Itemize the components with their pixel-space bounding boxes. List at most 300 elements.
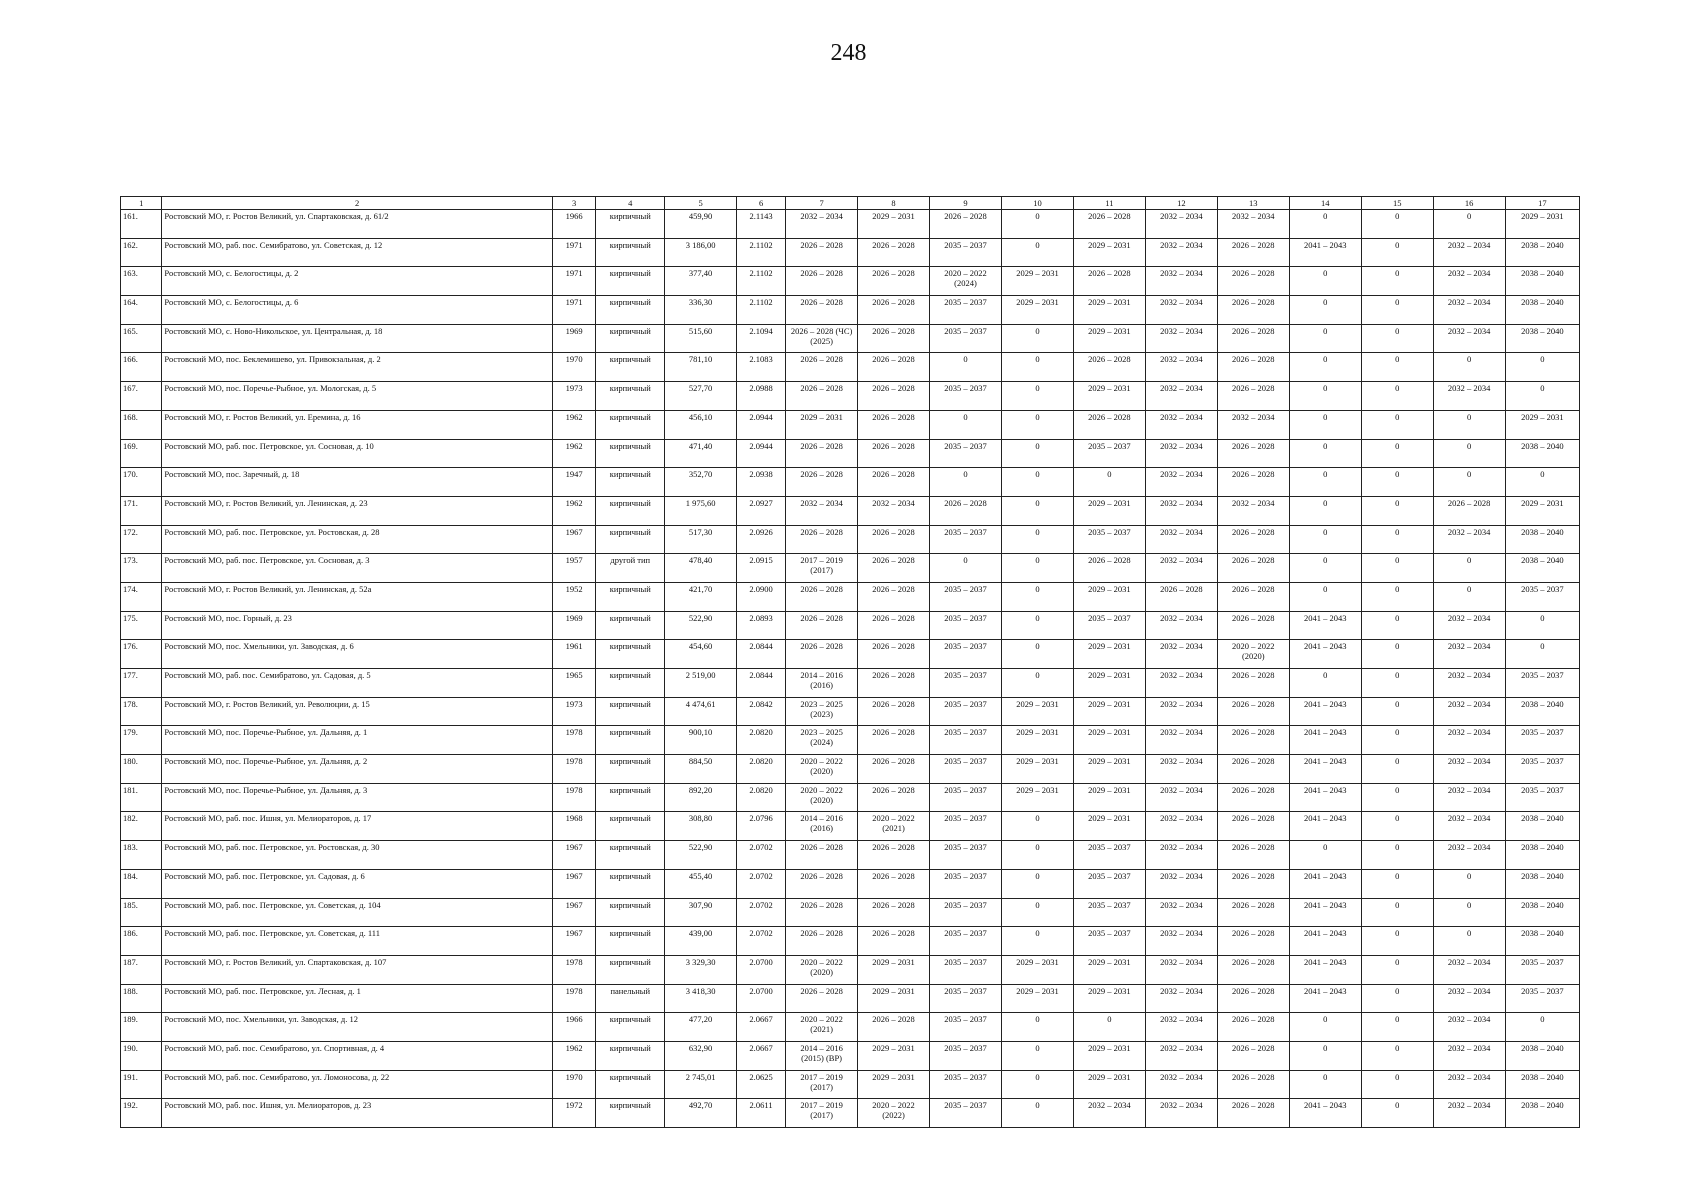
row-number-cell: 187. — [121, 955, 162, 984]
repair-period-cell: 2029 – 2031 — [858, 955, 930, 984]
address-cell: Ростовский МО, г. Ростов Великий, ул. Революции, д. 15 — [162, 697, 552, 726]
table-row — [121, 611, 1580, 640]
repair-period-cell: 2029 – 2031 — [1001, 984, 1073, 1013]
repair-period-cell: 2026 – 2028 — [930, 496, 1002, 525]
repair-period-cell: 0 — [1361, 267, 1433, 296]
repair-period-cell: 2029 – 2031 — [1073, 812, 1145, 841]
area-cell: 421,70 — [665, 582, 737, 611]
repair-period-cell: 0 — [1289, 496, 1361, 525]
priority-code-cell: 2.1102 — [737, 267, 786, 296]
repair-period-cell: 2026 – 2028 — [858, 382, 930, 411]
row-number-cell: 165. — [121, 324, 162, 353]
repair-period-cell: 0 — [1505, 382, 1579, 411]
repair-period-cell: 2026 – 2028 — [1217, 353, 1289, 382]
repair-period-cell: 2035 – 2037 — [1505, 669, 1579, 698]
priority-code-cell: 2.0820 — [737, 783, 786, 812]
area-cell: 456,10 — [665, 410, 737, 439]
repair-period-cell: 2032 – 2034 — [1217, 210, 1289, 239]
repair-period-cell: 2035 – 2037 — [930, 640, 1002, 669]
repair-period-cell: 2032 – 2034 — [1145, 1099, 1217, 1128]
repair-period-cell: 2038 – 2040 — [1505, 812, 1579, 841]
repair-period-cell: 0 — [1361, 927, 1433, 956]
repair-period-cell: 2026 – 2028 — [1217, 927, 1289, 956]
address-cell: Ростовский МО, пос. Хмельники, ул. Заводская, д. 6 — [162, 640, 552, 669]
repair-period-cell: 2029 – 2031 — [1073, 582, 1145, 611]
column-number-header: 2 — [162, 197, 552, 210]
repair-period-cell: 2026 – 2028 — [1433, 496, 1505, 525]
page-number: 248 — [830, 40, 867, 66]
area-cell: 3 186,00 — [665, 238, 737, 267]
repair-period-cell: 2026 – 2028 — [858, 324, 930, 353]
table-row — [121, 927, 1580, 956]
repair-period-cell: 0 — [1289, 468, 1361, 497]
repair-period-cell: 2026 – 2028 — [858, 841, 930, 870]
table-row — [121, 1013, 1580, 1042]
wall-material-cell: кирпичный — [596, 1041, 665, 1070]
repair-period-cell: 2032 – 2034 — [1145, 238, 1217, 267]
repair-period-cell: 2029 – 2031 — [1001, 296, 1073, 325]
priority-code-cell: 2.0702 — [737, 869, 786, 898]
address-cell: Ростовский МО, раб. пос. Ишня, ул. Мелиораторов, д. 23 — [162, 1099, 552, 1128]
repair-period-cell: 0 — [1001, 324, 1073, 353]
priority-code-cell: 2.0820 — [737, 755, 786, 784]
repair-period-cell: 0 — [1361, 726, 1433, 755]
repair-period-cell: 2020 – 2022 (2024) — [930, 267, 1002, 296]
repair-period-cell: 0 — [1001, 382, 1073, 411]
wall-material-cell: кирпичный — [596, 353, 665, 382]
year-built-cell: 1962 — [552, 1041, 596, 1070]
repair-period-cell: 0 — [1001, 554, 1073, 583]
repair-period-cell: 0 — [1361, 238, 1433, 267]
address-cell: Ростовский МО, раб. пос. Ишня, ул. Мелиораторов, д. 17 — [162, 812, 552, 841]
address-cell: Ростовский МО, раб. пос. Петровское, ул. Сосновая, д. 10 — [162, 439, 552, 468]
repair-period-cell: 2038 – 2040 — [1505, 1041, 1579, 1070]
repair-period-cell: 2026 – 2028 — [786, 582, 858, 611]
column-number-header: 15 — [1361, 197, 1433, 210]
wall-material-cell: кирпичный — [596, 869, 665, 898]
repair-period-cell: 2026 – 2028 — [858, 439, 930, 468]
repair-period-cell: 2032 – 2034 — [1433, 726, 1505, 755]
repair-period-cell: 2032 – 2034 — [1145, 468, 1217, 497]
row-number-cell: 170. — [121, 468, 162, 497]
repair-period-cell: 2038 – 2040 — [1505, 238, 1579, 267]
repair-period-cell: 2032 – 2034 — [1433, 783, 1505, 812]
repair-period-cell: 0 — [1361, 984, 1433, 1013]
repair-period-cell: 2026 – 2028 — [858, 525, 930, 554]
repair-period-cell: 2026 – 2028 — [786, 525, 858, 554]
priority-code-cell: 2.0702 — [737, 841, 786, 870]
priority-code-cell: 2.0988 — [737, 382, 786, 411]
repair-period-cell: 0 — [1433, 410, 1505, 439]
table-row — [121, 898, 1580, 927]
repair-period-cell: 2026 – 2028 — [1073, 267, 1145, 296]
year-built-cell: 1962 — [552, 496, 596, 525]
wall-material-cell: кирпичный — [596, 582, 665, 611]
address-cell: Ростовский МО, с. Ново-Никольское, ул. Центральная, д. 18 — [162, 324, 552, 353]
repair-period-cell: 0 — [1361, 410, 1433, 439]
repair-period-cell: 2041 – 2043 — [1289, 640, 1361, 669]
repair-period-cell: 2029 – 2031 — [1001, 267, 1073, 296]
table-row — [121, 554, 1580, 583]
repair-period-cell: 2035 – 2037 — [930, 382, 1002, 411]
address-cell: Ростовский МО, раб. пос. Петровское, ул. Сосновая, д. 3 — [162, 554, 552, 583]
repair-period-cell: 2032 – 2034 — [1433, 1070, 1505, 1099]
area-cell: 439,00 — [665, 927, 737, 956]
repair-period-cell: 2038 – 2040 — [1505, 525, 1579, 554]
repair-period-cell: 2029 – 2031 — [1073, 783, 1145, 812]
row-number-cell: 164. — [121, 296, 162, 325]
priority-code-cell: 2.1083 — [737, 353, 786, 382]
repair-period-cell: 0 — [1433, 582, 1505, 611]
repair-period-cell: 0 — [1289, 525, 1361, 554]
area-cell: 492,70 — [665, 1099, 737, 1128]
table-row — [121, 1070, 1580, 1099]
repair-period-cell: 0 — [1361, 1013, 1433, 1042]
repair-period-cell: 2032 – 2034 — [1433, 841, 1505, 870]
priority-code-cell: 2.0926 — [737, 525, 786, 554]
repair-period-cell: 0 — [1433, 927, 1505, 956]
address-cell: Ростовский МО, пос. Заречный, д. 18 — [162, 468, 552, 497]
repair-period-cell: 0 — [1073, 468, 1145, 497]
priority-code-cell: 2.0927 — [737, 496, 786, 525]
repair-period-cell: 2026 – 2028 — [1217, 1099, 1289, 1128]
repair-period-cell: 2026 – 2028 — [858, 898, 930, 927]
repair-period-cell: 0 — [1361, 353, 1433, 382]
repair-period-cell: 2026 – 2028 — [1217, 267, 1289, 296]
repair-period-cell: 2026 – 2028 — [1217, 755, 1289, 784]
repair-period-cell: 2026 – 2028 — [858, 238, 930, 267]
repair-period-cell: 0 — [1361, 640, 1433, 669]
repair-period-cell: 0 — [1001, 210, 1073, 239]
repair-period-cell: 0 — [1001, 812, 1073, 841]
repair-period-cell: 2014 – 2016 (2015) (ВР) — [786, 1041, 858, 1070]
repair-period-cell: 2035 – 2037 — [1505, 582, 1579, 611]
wall-material-cell: кирпичный — [596, 927, 665, 956]
repair-period-cell: 2035 – 2037 — [930, 984, 1002, 1013]
repair-period-cell: 2035 – 2037 — [930, 1099, 1002, 1128]
repair-period-cell: 0 — [1289, 1070, 1361, 1099]
repair-period-cell: 2032 – 2034 — [1145, 439, 1217, 468]
repair-period-cell: 2035 – 2037 — [1073, 841, 1145, 870]
wall-material-cell: кирпичный — [596, 697, 665, 726]
table-row — [121, 525, 1580, 554]
repair-period-cell: 0 — [1289, 1013, 1361, 1042]
repair-period-cell: 0 — [1361, 210, 1433, 239]
row-number-cell: 168. — [121, 410, 162, 439]
year-built-cell: 1970 — [552, 1070, 596, 1099]
repair-period-cell: 0 — [1361, 669, 1433, 698]
column-number-header: 5 — [665, 197, 737, 210]
area-cell: 900,10 — [665, 726, 737, 755]
repair-period-cell: 2032 – 2034 — [1145, 640, 1217, 669]
repair-period-cell: 2035 – 2037 — [930, 955, 1002, 984]
repair-period-cell: 2041 – 2043 — [1289, 869, 1361, 898]
repair-period-cell: 0 — [1361, 439, 1433, 468]
repair-period-cell: 0 — [1433, 869, 1505, 898]
priority-code-cell: 2.0820 — [737, 726, 786, 755]
table-row — [121, 869, 1580, 898]
repair-period-cell: 2032 – 2034 — [1145, 324, 1217, 353]
repair-period-cell: 2038 – 2040 — [1505, 697, 1579, 726]
repair-period-cell: 2023 – 2025 (2023) — [786, 697, 858, 726]
address-cell: Ростовский МО, пос. Поречье-Рыбное, ул. Дальняя, д. 2 — [162, 755, 552, 784]
repair-period-cell: 0 — [1289, 324, 1361, 353]
repair-period-cell: 2035 – 2037 — [930, 898, 1002, 927]
row-number-cell: 179. — [121, 726, 162, 755]
year-built-cell: 1973 — [552, 382, 596, 411]
repair-period-cell: 2032 – 2034 — [1145, 611, 1217, 640]
priority-code-cell: 2.0842 — [737, 697, 786, 726]
repair-period-cell: 2032 – 2034 — [1145, 410, 1217, 439]
wall-material-cell: панельный — [596, 984, 665, 1013]
repair-period-cell: 2029 – 2031 — [858, 210, 930, 239]
repair-period-cell: 2029 – 2031 — [1001, 726, 1073, 755]
repair-period-cell: 2029 – 2031 — [1073, 324, 1145, 353]
repair-period-cell: 2035 – 2037 — [930, 439, 1002, 468]
priority-code-cell: 2.0667 — [737, 1041, 786, 1070]
column-number-header: 9 — [930, 197, 1002, 210]
year-built-cell: 1966 — [552, 210, 596, 239]
repair-period-cell: 2035 – 2037 — [930, 296, 1002, 325]
priority-code-cell: 2.0844 — [737, 669, 786, 698]
row-number-cell: 177. — [121, 669, 162, 698]
repair-period-cell: 2026 – 2028 — [858, 582, 930, 611]
repair-period-cell: 2032 – 2034 — [1433, 525, 1505, 554]
year-built-cell: 1962 — [552, 410, 596, 439]
table-row — [121, 238, 1580, 267]
column-number-header: 13 — [1217, 197, 1289, 210]
repair-period-cell: 0 — [1433, 468, 1505, 497]
priority-code-cell: 2.1102 — [737, 296, 786, 325]
repair-period-cell: 2032 – 2034 — [1433, 1041, 1505, 1070]
repair-period-cell: 2032 – 2034 — [1433, 267, 1505, 296]
repair-period-cell: 2035 – 2037 — [930, 611, 1002, 640]
table-row — [121, 210, 1580, 239]
repair-period-cell: 2026 – 2028 — [858, 554, 930, 583]
repair-period-cell: 2029 – 2031 — [858, 984, 930, 1013]
repair-period-cell: 0 — [1361, 582, 1433, 611]
repair-period-cell: 2026 – 2028 — [1217, 296, 1289, 325]
table-row — [121, 984, 1580, 1013]
repair-period-cell: 2035 – 2037 — [930, 841, 1002, 870]
address-cell: Ростовский МО, раб. пос. Петровское, ул. Лесная, д. 1 — [162, 984, 552, 1013]
repair-period-cell: 2041 – 2043 — [1289, 697, 1361, 726]
repair-period-cell: 2041 – 2043 — [1289, 898, 1361, 927]
repair-period-cell: 2038 – 2040 — [1505, 439, 1579, 468]
repair-period-cell: 0 — [1361, 869, 1433, 898]
wall-material-cell: кирпичный — [596, 210, 665, 239]
repair-period-cell: 2029 – 2031 — [858, 1041, 930, 1070]
repair-period-cell: 2035 – 2037 — [930, 812, 1002, 841]
wall-material-cell: кирпичный — [596, 267, 665, 296]
priority-code-cell: 2.0944 — [737, 410, 786, 439]
wall-material-cell: кирпичный — [596, 611, 665, 640]
repair-period-cell: 2026 – 2028 — [786, 296, 858, 325]
area-cell: 884,50 — [665, 755, 737, 784]
table-row — [121, 955, 1580, 984]
repair-period-cell: 2026 – 2028 — [858, 296, 930, 325]
repair-period-cell: 2026 – 2028 — [858, 783, 930, 812]
repair-period-cell: 2035 – 2037 — [1073, 439, 1145, 468]
repair-period-cell: 0 — [1433, 554, 1505, 583]
area-cell: 471,40 — [665, 439, 737, 468]
table-row — [121, 1041, 1580, 1070]
repair-period-cell: 2032 – 2034 — [1145, 1041, 1217, 1070]
year-built-cell: 1978 — [552, 726, 596, 755]
repair-period-cell: 2032 – 2034 — [1433, 755, 1505, 784]
repair-period-cell: 2035 – 2037 — [930, 1013, 1002, 1042]
address-cell: Ростовский МО, раб. пос. Семибратово, ул. Советская, д. 12 — [162, 238, 552, 267]
year-built-cell: 1967 — [552, 869, 596, 898]
repair-period-cell: 2026 – 2028 — [786, 640, 858, 669]
repair-period-cell: 2029 – 2031 — [1001, 755, 1073, 784]
repair-period-cell: 0 — [1289, 669, 1361, 698]
repair-period-cell: 2032 – 2034 — [1145, 296, 1217, 325]
repair-period-cell: 2026 – 2028 — [930, 210, 1002, 239]
repair-period-cell: 0 — [1289, 267, 1361, 296]
repair-period-cell: 2029 – 2031 — [1505, 496, 1579, 525]
wall-material-cell: кирпичный — [596, 1070, 665, 1099]
capital-repair-schedule-table — [120, 196, 1580, 1128]
address-cell: Ростовский МО, раб. пос. Петровское, ул. Ростовская, д. 28 — [162, 525, 552, 554]
repair-period-cell: 0 — [1361, 1070, 1433, 1099]
repair-period-cell: 2026 – 2028 (ЧС) (2025) — [786, 324, 858, 353]
address-cell: Ростовский МО, г. Ростов Великий, ул. Ленинская, д. 23 — [162, 496, 552, 525]
repair-period-cell: 2026 – 2028 — [858, 410, 930, 439]
year-built-cell: 1978 — [552, 755, 596, 784]
table-row — [121, 296, 1580, 325]
repair-period-cell: 2026 – 2028 — [1217, 582, 1289, 611]
area-cell: 377,40 — [665, 267, 737, 296]
repair-period-cell: 2041 – 2043 — [1289, 927, 1361, 956]
repair-period-cell: 2026 – 2028 — [1217, 238, 1289, 267]
repair-period-cell: 2026 – 2028 — [786, 382, 858, 411]
repair-period-cell: 2026 – 2028 — [786, 841, 858, 870]
table-row — [121, 353, 1580, 382]
repair-period-cell: 0 — [1001, 525, 1073, 554]
repair-period-cell: 2032 – 2034 — [1145, 783, 1217, 812]
repair-period-cell: 2035 – 2037 — [930, 669, 1002, 698]
year-built-cell: 1971 — [552, 296, 596, 325]
address-cell: Ростовский МО, г. Ростов Великий, ул. Спартаковская, д. 61/2 — [162, 210, 552, 239]
repair-period-cell: 0 — [1289, 554, 1361, 583]
repair-period-cell: 0 — [1361, 783, 1433, 812]
repair-period-cell: 0 — [1361, 697, 1433, 726]
column-number-header: 8 — [858, 197, 930, 210]
wall-material-cell: кирпичный — [596, 1099, 665, 1128]
area-cell: 515,60 — [665, 324, 737, 353]
address-cell: Ростовский МО, раб. пос. Семибратово, ул. Спортивная, д. 4 — [162, 1041, 552, 1070]
row-number-cell: 183. — [121, 841, 162, 870]
repair-period-cell: 2035 – 2037 — [1073, 525, 1145, 554]
repair-period-cell: 2026 – 2028 — [1073, 210, 1145, 239]
repair-period-cell: 0 — [1001, 640, 1073, 669]
area-cell: 352,70 — [665, 468, 737, 497]
priority-code-cell: 2.1094 — [737, 324, 786, 353]
row-number-cell: 173. — [121, 554, 162, 583]
repair-period-cell: 0 — [1361, 1041, 1433, 1070]
repair-period-cell: 0 — [1001, 1041, 1073, 1070]
repair-period-cell: 0 — [1505, 468, 1579, 497]
priority-code-cell: 2.0844 — [737, 640, 786, 669]
repair-period-cell: 2041 – 2043 — [1289, 238, 1361, 267]
repair-period-cell: 2032 – 2034 — [1145, 755, 1217, 784]
table-row — [121, 841, 1580, 870]
repair-period-cell: 2032 – 2034 — [1433, 1099, 1505, 1128]
year-built-cell: 1947 — [552, 468, 596, 497]
table-row — [121, 267, 1580, 296]
repair-period-cell: 2032 – 2034 — [1433, 611, 1505, 640]
repair-period-cell: 0 — [1361, 382, 1433, 411]
repair-period-cell: 2020 – 2022 (2020) — [1217, 640, 1289, 669]
area-cell: 522,90 — [665, 841, 737, 870]
repair-period-cell: 2020 – 2022 (2021) — [858, 812, 930, 841]
wall-material-cell: кирпичный — [596, 898, 665, 927]
repair-period-cell: 2029 – 2031 — [1073, 669, 1145, 698]
wall-material-cell: кирпичный — [596, 439, 665, 468]
address-cell: Ростовский МО, г. Ростов Великий, ул. Ленинская, д. 52а — [162, 582, 552, 611]
year-built-cell: 1978 — [552, 783, 596, 812]
repair-period-cell: 2038 – 2040 — [1505, 324, 1579, 353]
repair-period-cell: 2032 – 2034 — [1433, 697, 1505, 726]
column-number-header: 1 — [121, 197, 162, 210]
address-cell: Ростовский МО, пос. Хмельники, ул. Заводская, д. 12 — [162, 1013, 552, 1042]
address-cell: Ростовский МО, г. Ростов Великий, ул. Еремина, д. 16 — [162, 410, 552, 439]
area-cell: 336,30 — [665, 296, 737, 325]
repair-period-cell: 2026 – 2028 — [1217, 984, 1289, 1013]
wall-material-cell: кирпичный — [596, 783, 665, 812]
repair-period-cell: 2035 – 2037 — [930, 1070, 1002, 1099]
repair-period-cell: 2026 – 2028 — [858, 640, 930, 669]
wall-material-cell: другой тип — [596, 554, 665, 583]
wall-material-cell: кирпичный — [596, 669, 665, 698]
repair-period-cell: 0 — [1289, 1041, 1361, 1070]
repair-period-cell: 2032 – 2034 — [1433, 984, 1505, 1013]
repair-period-cell: 2026 – 2028 — [1217, 726, 1289, 755]
repair-period-cell: 2032 – 2034 — [1433, 324, 1505, 353]
repair-period-cell: 2029 – 2031 — [1001, 783, 1073, 812]
repair-period-cell: 2029 – 2031 — [1505, 410, 1579, 439]
repair-period-cell: 2032 – 2034 — [1145, 554, 1217, 583]
column-number-header: 14 — [1289, 197, 1361, 210]
priority-code-cell: 2.0893 — [737, 611, 786, 640]
column-number-row — [121, 197, 1580, 210]
area-cell: 2 745,01 — [665, 1070, 737, 1099]
year-built-cell: 1952 — [552, 582, 596, 611]
priority-code-cell: 2.0611 — [737, 1099, 786, 1128]
repair-period-cell: 2029 – 2031 — [1073, 238, 1145, 267]
repair-period-cell: 2026 – 2028 — [858, 353, 930, 382]
repair-period-cell: 2026 – 2028 — [1217, 869, 1289, 898]
repair-period-cell: 2017 – 2019 (2017) — [786, 1099, 858, 1128]
row-number-cell: 189. — [121, 1013, 162, 1042]
year-built-cell: 1961 — [552, 640, 596, 669]
repair-period-cell: 0 — [1289, 296, 1361, 325]
area-cell: 3 329,30 — [665, 955, 737, 984]
repair-period-cell: 2032 – 2034 — [1145, 697, 1217, 726]
repair-period-cell: 2035 – 2037 — [1505, 955, 1579, 984]
area-cell: 454,60 — [665, 640, 737, 669]
repair-period-cell: 2032 – 2034 — [1145, 353, 1217, 382]
repair-period-cell: 0 — [1361, 812, 1433, 841]
column-number-header: 4 — [596, 197, 665, 210]
repair-period-cell: 0 — [1433, 353, 1505, 382]
wall-material-cell: кирпичный — [596, 525, 665, 554]
table-row — [121, 582, 1580, 611]
repair-period-cell: 2029 – 2031 — [1073, 1041, 1145, 1070]
repair-period-cell: 2035 – 2037 — [1073, 898, 1145, 927]
repair-period-cell: 2029 – 2031 — [1073, 726, 1145, 755]
